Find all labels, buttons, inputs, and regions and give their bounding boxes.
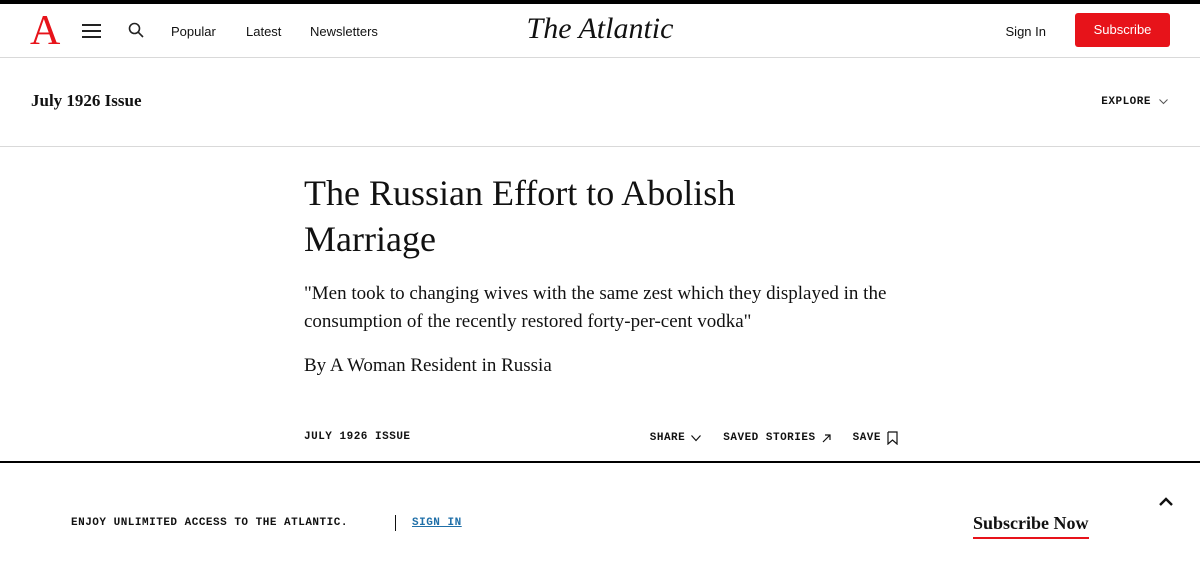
- subscribe-button[interactable]: Subscribe: [1075, 13, 1170, 47]
- share-label: SHARE: [649, 432, 686, 444]
- search-icon[interactable]: [128, 22, 144, 38]
- issue-title[interactable]: July 1926 Issue: [31, 91, 142, 110]
- issue-bar: [0, 59, 1200, 147]
- article-dek: "Men took to changing wives with the same zest which they displayed in the consumption of the recently restored forty-per-cent vodka": [304, 283, 887, 332]
- subscribe-now-link[interactable]: Subscribe Now: [973, 513, 1089, 539]
- saved-stories-label: SAVED STORIES: [723, 432, 816, 444]
- saved-stories-link[interactable]: [723, 432, 830, 444]
- chevron-up-icon[interactable]: [1156, 495, 1176, 509]
- arrow-up-right-icon: [822, 434, 831, 443]
- bookmark-icon: [887, 431, 898, 445]
- atlantic-logo[interactable]: A: [30, 8, 61, 54]
- banner-divider: [395, 515, 396, 531]
- article-byline: [304, 353, 552, 379]
- explore-menu[interactable]: [1101, 96, 1168, 108]
- subscribe-banner: [0, 461, 1200, 581]
- byline-prefix: By: [304, 355, 330, 376]
- save-label: SAVE: [852, 432, 881, 444]
- banner-sign-in-link[interactable]: SIGN IN: [412, 517, 462, 529]
- article-actions: [650, 431, 898, 445]
- nav-link-popular[interactable]: Popular: [171, 24, 216, 39]
- article-meta-row: [304, 431, 898, 447]
- hamburger-icon[interactable]: [82, 24, 101, 38]
- site-wordmark[interactable]: The Atlantic: [526, 12, 674, 45]
- sign-in-link[interactable]: Sign In: [1005, 24, 1046, 39]
- meta-issue-link[interactable]: JULY 1926 ISSUE: [304, 431, 411, 443]
- site-header: [0, 4, 1200, 58]
- explore-label: EXPLORE: [1101, 96, 1151, 108]
- chevron-down-icon: [691, 435, 701, 442]
- nav-link-newsletters[interactable]: Newsletters: [310, 24, 378, 39]
- nav-link-latest[interactable]: Latest: [246, 24, 282, 39]
- banner-message: ENJOY UNLIMITED ACCESS TO THE ATLANTIC.: [71, 517, 348, 529]
- byline-author[interactable]: A Woman Resident in Russia: [329, 355, 552, 376]
- share-button[interactable]: [650, 432, 702, 444]
- save-button[interactable]: [853, 431, 898, 445]
- chevron-down-icon: [1159, 99, 1168, 105]
- article-headline: The Russian Effort to Abolish Marriage: [304, 173, 736, 259]
